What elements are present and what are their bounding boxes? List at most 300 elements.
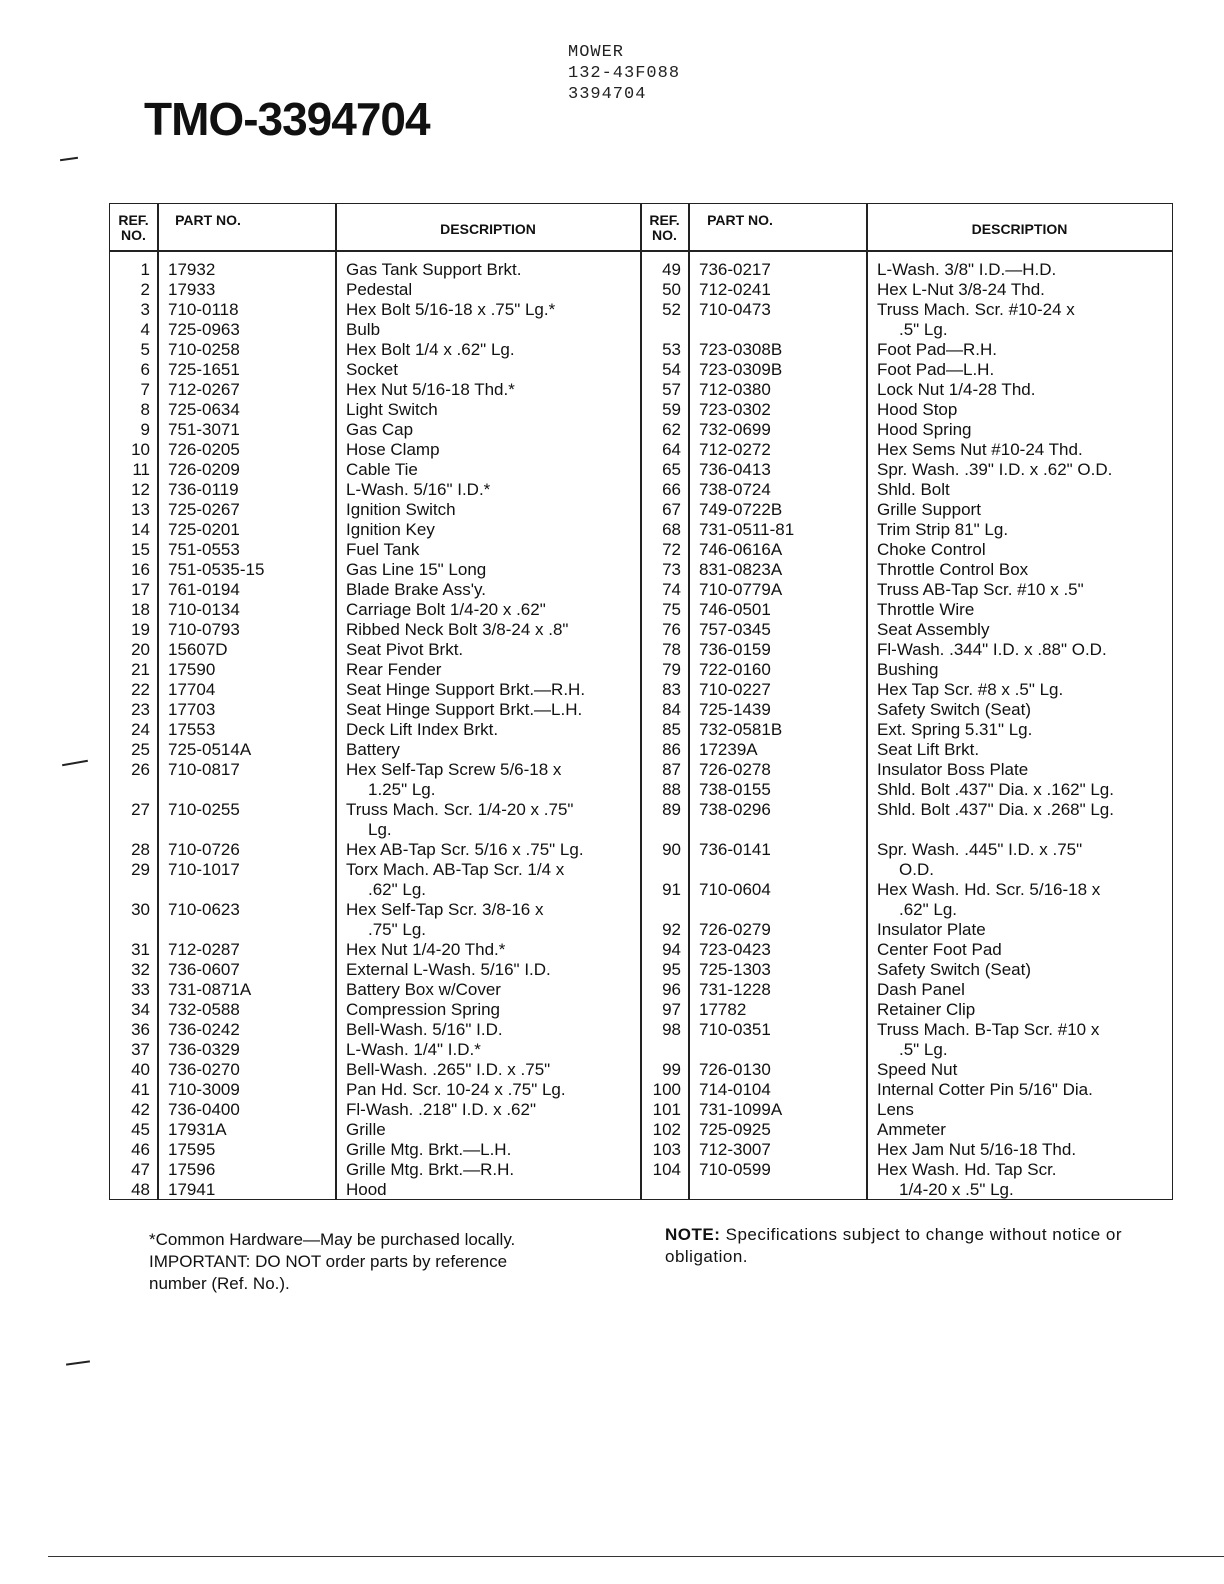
description-cell [877, 420, 972, 440]
description-cell [346, 1140, 511, 1160]
part-no-cell: 736-0119 [168, 480, 239, 499]
description-line: Truss Mach. Scr. 1/4-20 x .75" [346, 800, 574, 819]
ref-no-cell: 11 [132, 460, 150, 479]
description-cell [877, 700, 1031, 720]
description-line: Hex Wash. Hd. Scr. 5/16-18 x [877, 880, 1101, 899]
description-cell [346, 640, 463, 660]
description-line: Hex Bolt 1/4 x .62" Lg. [346, 340, 515, 359]
part-no-cell: 732-0581B [699, 720, 783, 739]
table-row [641, 940, 1173, 960]
description-cell [346, 740, 400, 760]
table-row [641, 740, 1173, 760]
description-cell [877, 780, 1114, 800]
table-row [641, 780, 1173, 800]
ref-no-cell: 103 [652, 1140, 681, 1159]
description-line: Grille Mtg. Brkt.—L.H. [346, 1140, 512, 1159]
part-no-cell: 738-0296 [699, 800, 771, 819]
ref-no-cell: 2 [140, 280, 150, 299]
catalog-number: 3394704 [568, 85, 647, 104]
description-cell [877, 600, 974, 620]
ref-no-cell: 13 [131, 500, 150, 519]
description-line: Foot Pad—R.H. [877, 340, 997, 359]
description-cell [877, 660, 938, 680]
ref-no-cell: 74 [662, 580, 681, 599]
table-row [641, 300, 1173, 340]
description-line: .5" Lg. [899, 1040, 948, 1059]
description-line: Shld. Bolt [877, 480, 950, 499]
part-no-cell: 726-0278 [699, 760, 771, 779]
ref-no-cell: 5 [140, 340, 150, 359]
description-line: Speed Nut [877, 1060, 958, 1079]
ref-no-cell: 96 [662, 980, 681, 999]
description-line: 1/4-20 x .5" Lg. [899, 1180, 1014, 1199]
description-cell [346, 720, 498, 740]
ref-no-cell: 50 [662, 280, 681, 299]
part-no-cell: 732-0588 [168, 1000, 240, 1019]
description-cell [346, 540, 419, 560]
margin-mark [62, 760, 88, 766]
description-cell [346, 380, 515, 400]
ref-no-header: REF. NO. [649, 212, 680, 243]
part-no-cell: 726-0279 [699, 920, 771, 939]
part-no-cell: 726-0209 [168, 460, 240, 479]
description-cell [346, 600, 546, 620]
part-no-cell: 17932 [168, 260, 216, 279]
description-line: Foot Pad—L.H. [877, 360, 995, 379]
table-row [641, 840, 1173, 880]
description-cell [346, 800, 573, 840]
part-no-cell: 710-0227 [699, 680, 771, 699]
ref-no-cell: 1 [140, 260, 150, 279]
description-line: Ribbed Neck Bolt 3/8-24 x .8" [346, 620, 569, 639]
table-row [641, 1060, 1173, 1080]
description-line: Ext. Spring 5.31" Lg. [877, 720, 1033, 739]
description-header: DESCRIPTION [440, 221, 536, 237]
part-no-cell: 725-0514A [168, 740, 252, 759]
description-cell [877, 740, 979, 760]
table-row [110, 800, 640, 840]
ref-no-cell: 54 [662, 360, 681, 379]
description-line: Hood Stop [877, 400, 958, 419]
description-cell [346, 480, 490, 500]
description-cell [346, 620, 568, 640]
part-no-cell: 710-0599 [699, 1160, 771, 1179]
description-line: Hood [346, 1180, 387, 1199]
ref-no-cell: 22 [131, 680, 150, 699]
ref-no-cell: 102 [652, 1120, 681, 1139]
part-no-cell: 17931A [168, 1120, 227, 1139]
header-divider [110, 250, 1172, 252]
part-no-cell: 731-1228 [699, 980, 771, 999]
ref-no-cell: 45 [131, 1120, 150, 1139]
table-row [110, 300, 640, 320]
description-line: Truss AB-Tap Scr. #10 x .5" [877, 580, 1084, 599]
part-no-header: PART NO. [175, 212, 241, 228]
part-no-cell: 710-3009 [168, 1080, 240, 1099]
part-no-cell: 712-0267 [168, 380, 240, 399]
part-no-cell: 710-1017 [168, 860, 240, 879]
description-cell [877, 560, 1028, 580]
part-no-cell: 746-0616A [699, 540, 783, 559]
ref-no-cell: 67 [662, 500, 681, 519]
ref-no-cell: 53 [662, 340, 681, 359]
ref-no-cell: 21 [131, 660, 150, 679]
description-cell [877, 1060, 957, 1080]
description-cell [346, 560, 486, 580]
description-cell [877, 360, 994, 380]
table-row [641, 520, 1173, 540]
description-cell [346, 940, 505, 960]
description-cell [346, 1080, 566, 1100]
part-no-cell: 710-0623 [168, 900, 240, 919]
part-no-cell: 17704 [168, 680, 216, 699]
description-line: Choke Control [877, 540, 986, 559]
description-line: .62" Lg. [368, 880, 427, 899]
ref-no-cell: 78 [662, 640, 681, 659]
description-cell [877, 440, 1083, 460]
ref-no-cell: 3 [140, 300, 150, 319]
part-no-cell: 726-0130 [699, 1060, 771, 1079]
table-row [641, 880, 1173, 920]
description-cell [877, 340, 997, 360]
description-line: Seat Pivot Brkt. [346, 640, 464, 659]
table-row [110, 380, 640, 400]
description-cell [346, 1120, 386, 1140]
part-no-cell: 738-0155 [699, 780, 771, 799]
description-cell [877, 500, 981, 520]
part-no-cell: 723-0423 [699, 940, 771, 959]
part-no-cell: 736-0141 [699, 840, 771, 859]
part-no-cell: 736-0270 [168, 1060, 240, 1079]
common-hardware-footnote [149, 1229, 589, 1295]
description-line: Seat Hinge Support Brkt.—R.H. [346, 680, 586, 699]
ref-no-cell: 88 [662, 780, 681, 799]
description-line: Internal Cotter Pin 5/16" Dia. [877, 1080, 1093, 1099]
description-line: Safety Switch (Seat) [877, 700, 1032, 719]
description-cell [346, 300, 555, 320]
ref-no-cell: 104 [652, 1160, 681, 1179]
table-row [110, 660, 640, 680]
page-title: TMO-3394704 [144, 93, 430, 145]
part-no-cell: 725-0925 [699, 1120, 771, 1139]
part-no-cell: 757-0345 [699, 620, 771, 639]
description-cell [346, 960, 551, 980]
ref-no-cell: 26 [131, 760, 150, 779]
description-cell [877, 1020, 1099, 1060]
table-row [641, 540, 1173, 560]
description-cell [346, 760, 561, 800]
ref-no-cell: 62 [662, 420, 681, 439]
part-no-cell: 751-0535-15 [168, 560, 265, 579]
description-line: L-Wash. 1/4" I.D.* [346, 1040, 481, 1059]
description-cell [877, 960, 1031, 980]
part-no-cell: 710-0351 [699, 1020, 771, 1039]
description-line: Hex Self-Tap Scr. 3/8-16 x [346, 900, 544, 919]
ref-no-cell: 20 [131, 640, 150, 659]
ref-no-cell: 12 [131, 480, 150, 499]
table-row [110, 1180, 640, 1200]
table-row [110, 720, 640, 740]
table-row [110, 860, 640, 900]
ref-no-cell: 68 [662, 520, 681, 539]
description-line: Grille [346, 1120, 386, 1139]
description-cell [346, 1040, 481, 1060]
table-row [110, 900, 640, 940]
description-line: Torx Mach. AB-Tap Scr. 1/4 x [346, 860, 565, 879]
part-no-cell: 17553 [168, 720, 216, 739]
product-type: MOWER [568, 43, 625, 62]
description-line: Hex AB-Tap Scr. 5/16 x .75" Lg. [346, 840, 584, 859]
ref-no-cell: 8 [140, 400, 150, 419]
description-cell [346, 680, 585, 700]
description-cell [877, 840, 1082, 880]
ref-no-cell: 41 [131, 1080, 150, 1099]
description-line: L-Wash. 3/8" I.D.—H.D. [877, 260, 1057, 279]
table-row [641, 360, 1173, 380]
part-no-cell: 725-1651 [168, 360, 240, 379]
description-cell [877, 520, 1008, 540]
table-row [110, 580, 640, 600]
table-row [641, 260, 1173, 280]
table-row [110, 760, 640, 800]
ref-no-cell: 31 [131, 940, 150, 959]
description-line: Lg. [368, 820, 392, 839]
table-row [641, 640, 1173, 660]
description-cell [346, 840, 584, 860]
description-cell [877, 1140, 1076, 1160]
ref-no-header: REF. NO. [118, 212, 149, 243]
description-line: Spr. Wash. .39" I.D. x .62" O.D. [877, 460, 1113, 479]
part-no-cell: 725-0634 [168, 400, 240, 419]
description-cell [346, 500, 456, 520]
description-line: Pedestal [346, 280, 413, 299]
margin-mark [60, 157, 78, 161]
table-row [110, 360, 640, 380]
table-row [641, 680, 1173, 700]
ref-no-cell: 37 [131, 1040, 150, 1059]
part-no-cell: 723-0302 [699, 400, 771, 419]
description-line: Truss Mach. B-Tap Scr. #10 x [877, 1020, 1100, 1039]
table-row [110, 540, 640, 560]
table-row [641, 920, 1173, 940]
description-cell [877, 300, 1075, 340]
table-row [110, 340, 640, 360]
description-line: Trim Strip 81" Lg. [877, 520, 1009, 539]
parts-table [109, 203, 1173, 1200]
margin-mark [66, 1360, 90, 1365]
description-line: Light Switch [346, 400, 438, 419]
table-row [641, 700, 1173, 720]
description-cell [346, 980, 501, 1000]
table-row [641, 960, 1173, 980]
model-number: 132-43F088 [568, 64, 681, 83]
part-no-cell: 736-0607 [168, 960, 240, 979]
part-no-cell: 712-0380 [699, 380, 771, 399]
specifications-note [665, 1224, 1155, 1268]
ref-no-cell: 10 [131, 440, 150, 459]
part-no-cell: 751-0553 [168, 540, 240, 559]
ref-no-cell: 86 [662, 740, 681, 759]
description-line: Truss Mach. Scr. #10-24 x [877, 300, 1075, 319]
ref-no-cell: 9 [140, 420, 150, 439]
part-no-cell: 736-0413 [699, 460, 771, 479]
part-no-cell: 731-0511-81 [699, 520, 795, 539]
description-line: Battery Box w/Cover [346, 980, 501, 999]
right-column [641, 260, 1173, 1200]
ref-no-cell: 94 [662, 940, 681, 959]
table-row [110, 440, 640, 460]
table-row [641, 560, 1173, 580]
description-line: Retainer Clip [877, 1000, 976, 1019]
description-line: Throttle Wire [877, 600, 975, 619]
table-row [110, 1040, 640, 1060]
ref-no-cell: 7 [140, 380, 150, 399]
description-cell [877, 380, 1035, 400]
table-row [110, 520, 640, 540]
table-row [641, 1080, 1173, 1100]
description-line: Safety Switch (Seat) [877, 960, 1032, 979]
part-no-cell: 722-0160 [699, 660, 771, 679]
description-line: Hex Bolt 5/16-18 x .75" Lg.* [346, 300, 556, 319]
description-cell [346, 320, 380, 340]
table-row [641, 460, 1173, 480]
description-line: Hex Wash. Hd. Tap Scr. [877, 1160, 1057, 1179]
part-no-cell: 725-0963 [168, 320, 240, 339]
ref-no-cell: 30 [131, 900, 150, 919]
ref-no-cell: 59 [662, 400, 681, 419]
part-no-cell: 738-0724 [699, 480, 771, 499]
ref-no-cell: 29 [131, 860, 150, 879]
part-no-cell: 732-0699 [699, 420, 771, 439]
ref-no-cell: 15 [131, 540, 150, 559]
part-no-cell: 712-3007 [699, 1140, 771, 1159]
ref-no-cell: 87 [662, 760, 681, 779]
description-cell [346, 280, 412, 300]
description-cell [877, 460, 1112, 480]
description-cell [877, 680, 1063, 700]
ref-no-cell: 91 [662, 880, 681, 899]
ref-no-cell: 48 [131, 1180, 150, 1199]
description-cell [877, 940, 1002, 960]
description-cell [346, 1060, 550, 1080]
description-line: Lock Nut 1/4-28 Thd. [877, 380, 1036, 399]
part-no-cell: 751-3071 [168, 420, 240, 439]
description-line: Hex Jam Nut 5/16-18 Thd. [877, 1140, 1077, 1159]
part-no-cell: 710-0817 [168, 760, 240, 779]
description-line: Center Foot Pad [877, 940, 1002, 959]
ref-no-cell: 25 [131, 740, 150, 759]
description-line: Dash Panel [877, 980, 965, 999]
ref-no-cell: 52 [662, 300, 681, 319]
description-line: Bushing [877, 660, 939, 679]
description-line: Grille Mtg. Brkt.—R.H. [346, 1160, 515, 1179]
table-row [110, 840, 640, 860]
table-row [110, 1000, 640, 1020]
description-cell [346, 420, 413, 440]
part-no-cell: 736-0329 [168, 1040, 240, 1059]
ref-no-cell: 65 [662, 460, 681, 479]
table-row [641, 500, 1173, 520]
part-no-cell: 831-0823A [699, 560, 783, 579]
description-cell [346, 440, 440, 460]
part-no-cell: 725-0267 [168, 500, 240, 519]
ref-no-cell: 83 [662, 680, 681, 699]
description-line: Bulb [346, 320, 381, 339]
ref-no-cell: 32 [131, 960, 150, 979]
table-row [110, 1080, 640, 1100]
description-line: Seat Assembly [877, 620, 990, 639]
description-cell [877, 760, 1028, 780]
table-row [641, 280, 1173, 300]
part-no-cell: 725-0201 [168, 520, 240, 539]
description-line: Seat Lift Brkt. [877, 740, 980, 759]
description-cell [877, 720, 1032, 740]
description-line: Ammeter [877, 1120, 946, 1139]
left-column [110, 260, 640, 1200]
description-line: Bell-Wash. .265" I.D. x .75" [346, 1060, 551, 1079]
bottom-rule [48, 1556, 1224, 1557]
description-cell [877, 800, 1114, 820]
table-row [110, 1020, 640, 1040]
description-cell [877, 580, 1084, 600]
table-row [110, 400, 640, 420]
description-line: Rear Fender [346, 660, 442, 679]
part-no-cell: 17941 [168, 1180, 216, 1199]
table-row [641, 1140, 1173, 1160]
part-no-cell: 736-0159 [699, 640, 771, 659]
part-no-cell: 723-0308B [699, 340, 783, 359]
ref-no-cell: 57 [662, 380, 681, 399]
part-no-cell: 712-0287 [168, 940, 240, 959]
table-row [641, 1020, 1173, 1060]
part-no-cell: 710-0118 [168, 300, 239, 319]
description-line: Insulator Boss Plate [877, 760, 1029, 779]
ref-no-cell: 66 [662, 480, 681, 499]
description-line: Gas Cap [346, 420, 414, 439]
table-row [641, 800, 1173, 820]
part-no-cell: 714-0104 [699, 1080, 771, 1099]
description-line: L-Wash. 5/16" I.D.* [346, 480, 491, 499]
table-row [641, 660, 1173, 680]
part-no-cell: 17703 [168, 700, 216, 719]
ref-no-cell: 99 [662, 1060, 681, 1079]
table-row [110, 700, 640, 720]
ref-no-cell: 42 [131, 1100, 150, 1119]
description-cell [877, 540, 986, 560]
description-line: Deck Lift Index Brkt. [346, 720, 499, 739]
description-line: Seat Hinge Support Brkt.—L.H. [346, 700, 583, 719]
description-line: .62" Lg. [899, 900, 958, 919]
table-row [110, 460, 640, 480]
table-row [110, 600, 640, 620]
description-line: Fl-Wash. .218" I.D. x .62" [346, 1100, 536, 1119]
description-line: External L-Wash. 5/16" I.D. [346, 960, 551, 979]
description-cell [346, 1160, 514, 1180]
description-cell [877, 1080, 1093, 1100]
ref-no-cell: 6 [140, 360, 150, 379]
table-row [110, 1160, 640, 1180]
ref-no-cell: 34 [131, 1000, 150, 1019]
description-cell [346, 900, 543, 940]
part-no-header: PART NO. [707, 212, 773, 228]
description-cell [877, 1000, 975, 1020]
ref-no-cell: 97 [662, 1000, 681, 1019]
ref-no-cell: 64 [662, 440, 681, 459]
description-cell [346, 360, 398, 380]
description-cell [346, 460, 418, 480]
description-line: Lens [877, 1100, 914, 1119]
ref-no-cell: 14 [131, 520, 150, 539]
